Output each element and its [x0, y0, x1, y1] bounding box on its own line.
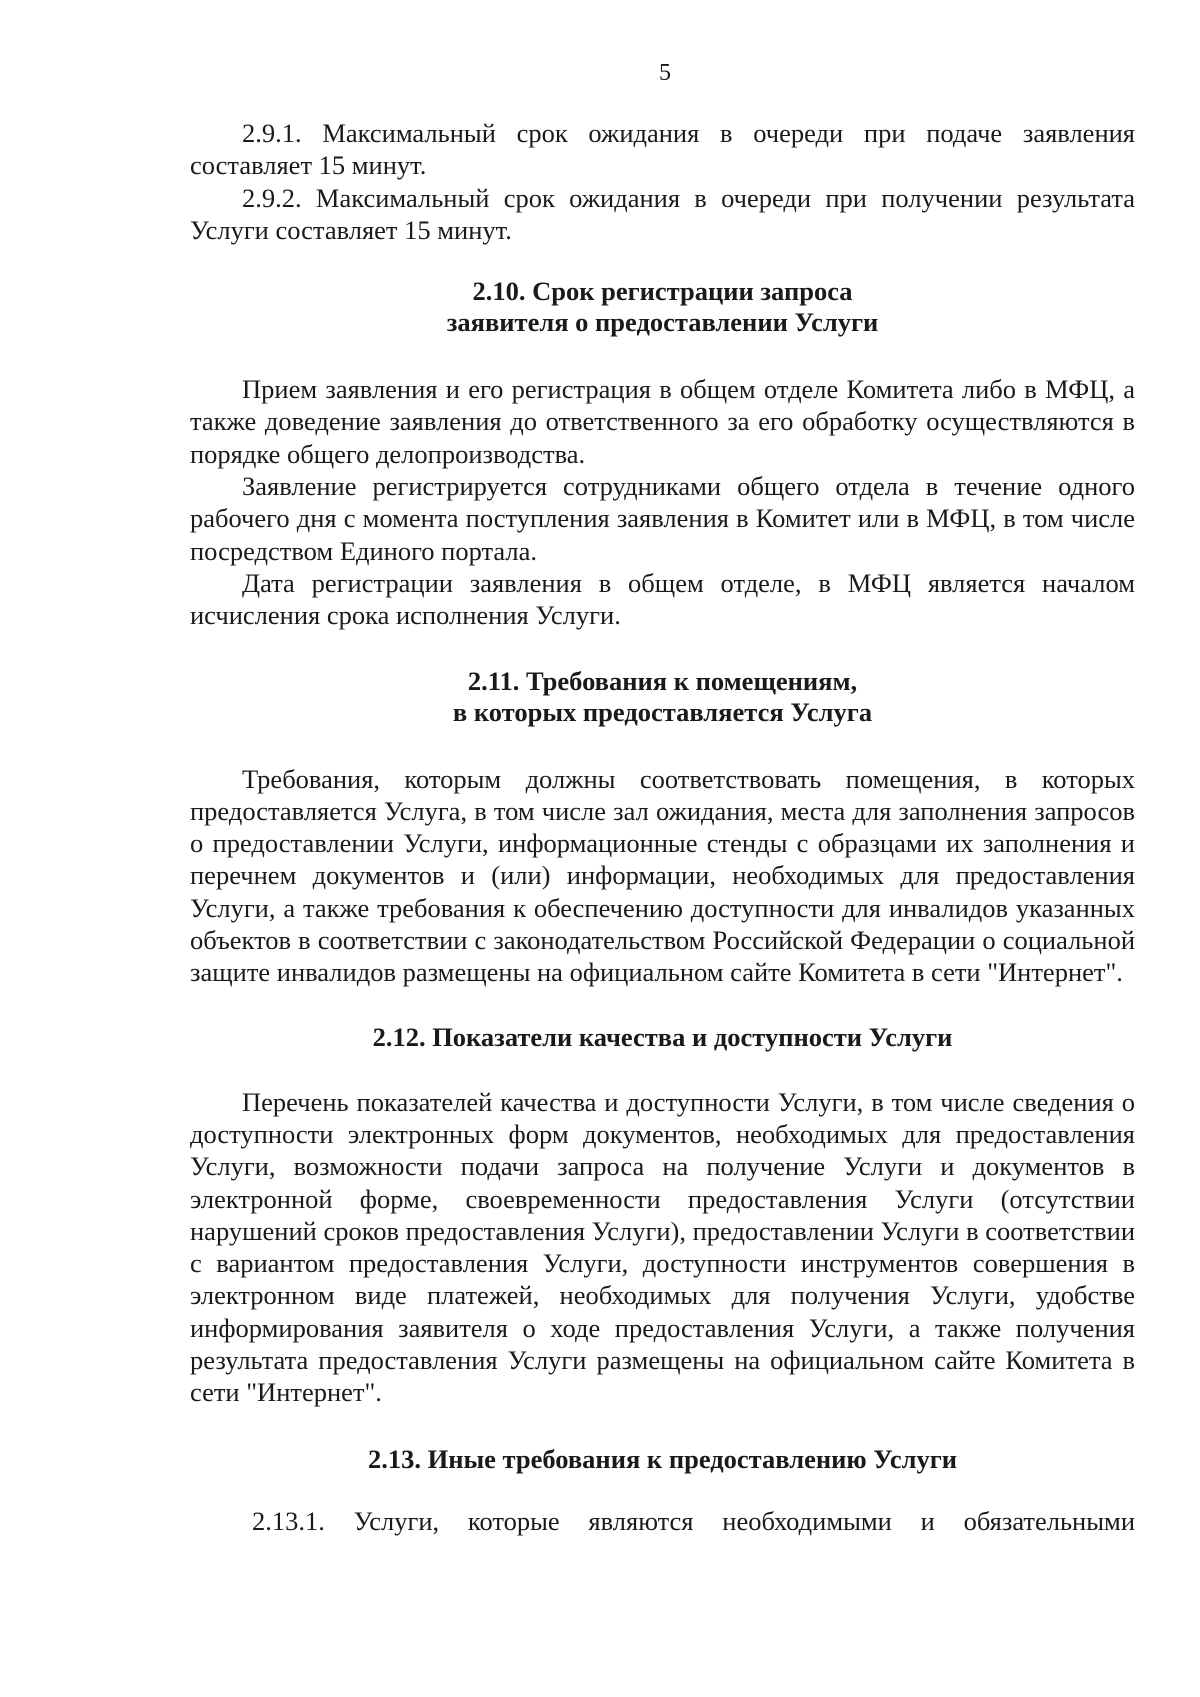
paragraph-2-9-2: 2.9.2. Максимальный срок ожидания в очереди при получении результата Услуги составляет 15 минут. — [190, 182, 1135, 245]
heading-line: 2.13. Иные требования к предоставлению Услуги — [367, 1443, 958, 1474]
paragraph-2-12-indicators: Перечень показателей качества и доступности Услуги, в том числе сведения о доступности электронных форм документов, необходимых для предоставления Услуги, возможности подачи запроса на получение Услуги и документов в электронной форме, своевременности предоставления Услуги (отсутствии нарушений сроков предоставления Услуги), предоставлении Услуги в соответствии с вариантом предоставления Услуги, доступности инструментов совершения в электронном виде платежей, необходимых для получения Услуги, удобстве информирования заявителя о ходе предоставления Услуги, а также получения результата предоставления Услуги размещены на официальном сайте Комитета в сети "Интернет". — [190, 1086, 1135, 1408]
section-heading-2-10 — [190, 276, 1135, 338]
document-body — [190, 117, 1135, 1537]
section-heading-2-13 — [190, 1444, 1135, 1475]
paragraph-2-10-reception: Прием заявления и его регистрация в общем отделе Комитета либо в МФЦ, а также доведение заявления до ответственного за его обработку осуществляются в порядке общего делопроизводства. — [190, 374, 1135, 469]
section-heading-2-12 — [190, 1022, 1135, 1053]
paragraph-2-10-registration: Заявление регистрируется сотрудниками общего отдела в течение одного рабочего дня с момента поступления заявления в Комитет или в МФЦ, в том числе посредством Единого портала. — [190, 471, 1135, 566]
section-heading-2-11 — [190, 666, 1135, 728]
heading-line: заявителя о предоставлении Услуги — [446, 307, 879, 338]
paragraph-2-9-1: 2.9.1. Максимальный срок ожидания в очереди при подаче заявления составляет 15 минут. — [190, 118, 1135, 181]
paragraph-2-10-date: Дата регистрации заявления в общем отделе, в МФЦ является началом исчисления срока исполнения Услуги. — [190, 567, 1135, 631]
paragraph-2-11-premises: Требования, которым должны соответствовать помещения, в которых предоставляется Услуга, в том числе зал ожидания, места для заполнения запросов о предоставлении Услуги, информационные стенды с образцами их заполнения и перечнем документов и (или) информации, необходимых для предоставления Услуги, а также требования к обеспечению доступности для инвалидов указанных объектов в соответствии с законодательством Российской Федерации о социальной защите инвалидов размещены на официальном сайте Комитета в сети "Интернет". — [190, 763, 1135, 988]
heading-line: 2.12. Показатели качества и доступности Услуги — [372, 1021, 953, 1052]
page-number: 5 — [659, 60, 671, 86]
heading-line: 2.10. Срок регистрации запроса — [472, 276, 853, 307]
paragraph-2-13-1: 2.13.1. Услуги, которые являются необходимыми и обязательными — [252, 1505, 1135, 1536]
heading-line: 2.11. Требования к помещениям, — [467, 665, 858, 696]
heading-line: в которых предоставляется Услуга — [452, 696, 873, 727]
